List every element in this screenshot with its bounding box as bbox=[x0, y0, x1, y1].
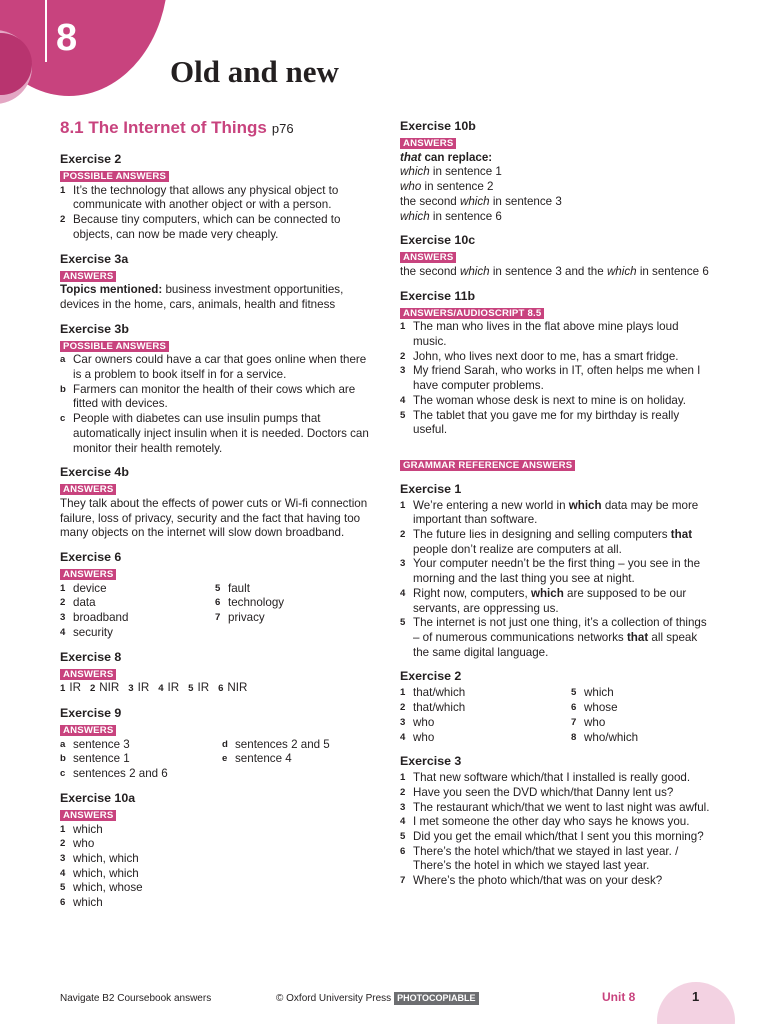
list-item bbox=[400, 731, 571, 746]
item-text: sentence 1 bbox=[73, 752, 130, 766]
answers-badge: ANSWERS bbox=[60, 669, 116, 680]
list-item bbox=[400, 499, 712, 528]
exercise-title: Exercise 1 bbox=[400, 481, 462, 496]
item-number: 2 bbox=[60, 214, 66, 226]
item-text: privacy bbox=[228, 611, 265, 625]
exercise-title: Exercise 3b bbox=[60, 321, 129, 336]
page-footer bbox=[60, 989, 728, 1006]
item-text: who/which bbox=[584, 730, 639, 744]
intro-rest: can replace: bbox=[421, 150, 493, 164]
item-number: 2 bbox=[400, 786, 406, 798]
page-reference: p76 bbox=[271, 121, 294, 136]
item-number: 4 bbox=[400, 816, 406, 828]
item-text: who bbox=[413, 715, 435, 729]
item-number: 7 bbox=[400, 875, 406, 887]
exercise-11b bbox=[400, 288, 712, 438]
item-number: 7 bbox=[571, 716, 577, 728]
item-number: 2 bbox=[400, 529, 406, 541]
list-item bbox=[215, 582, 370, 597]
item-letter: c bbox=[60, 768, 66, 780]
inline-answer bbox=[128, 681, 149, 697]
item-number: 6 bbox=[571, 702, 577, 714]
answer-list bbox=[60, 353, 370, 456]
list-item bbox=[571, 701, 712, 716]
text-part: Right now, computers, bbox=[413, 586, 531, 600]
inline-answer bbox=[60, 681, 81, 697]
item-number: 3 bbox=[400, 558, 406, 570]
item-number: 2 bbox=[400, 350, 406, 362]
item-text: That new software which/that I installed is really good. bbox=[413, 771, 691, 785]
item-number: 2 bbox=[60, 597, 66, 609]
item-text: broadband bbox=[73, 611, 129, 625]
item-text: data bbox=[73, 596, 96, 610]
left-column bbox=[60, 118, 370, 919]
answer-list bbox=[571, 686, 712, 745]
answers-badge: ANSWERS bbox=[60, 271, 116, 282]
item-text: Did you get the email which/that I sent you this morning? bbox=[413, 830, 704, 844]
list-item bbox=[60, 881, 370, 896]
page-title: Old and new bbox=[170, 54, 339, 89]
exercise-9 bbox=[60, 705, 370, 782]
exercise-title: Exercise 10b bbox=[400, 119, 476, 133]
text-part: Your computer needn’t be the first thing – you see in the morning and the last thing you see at night. bbox=[413, 557, 701, 586]
list-item bbox=[215, 596, 370, 611]
answer-columns bbox=[60, 738, 370, 782]
text-part: in sentence 3 and the bbox=[489, 264, 607, 278]
item-text: People with diabetes can use insulin pumps that automatically inject insulin when it is needed. Doctors can monitor their health remotely. bbox=[73, 412, 369, 455]
answer-intro bbox=[400, 151, 712, 166]
item-text bbox=[413, 587, 712, 616]
footer-copyright bbox=[276, 992, 479, 1005]
list-item bbox=[60, 213, 370, 242]
exercise-title: Exercise 11b bbox=[400, 288, 476, 303]
answers-badge: ANSWERS bbox=[60, 484, 116, 495]
item-letter: b bbox=[60, 753, 66, 765]
answer-line bbox=[400, 165, 712, 180]
section-title-text: 8.1 The Internet of Things bbox=[60, 118, 267, 137]
exercise-title: Exercise 10c bbox=[400, 233, 476, 248]
line-prefix: the second bbox=[400, 194, 460, 208]
answer-line bbox=[400, 180, 712, 195]
exercise-title: Exercise 6 bbox=[60, 550, 122, 565]
item-number: 2 bbox=[60, 838, 66, 850]
inline-answer bbox=[90, 681, 119, 697]
item-number: 1 bbox=[60, 823, 66, 835]
text-part: The internet is not just one thing, it’s a collection of things – of numerous communications networks bbox=[413, 616, 707, 644]
photocopiable-badge: PHOTOCOPIABLE bbox=[394, 992, 478, 1005]
item-number: 5 bbox=[571, 687, 577, 699]
item-text: Where’s the photo which/that was on your desk? bbox=[413, 874, 663, 888]
list-item bbox=[60, 752, 222, 767]
list-item bbox=[215, 611, 370, 626]
list-item bbox=[60, 767, 222, 782]
list-item bbox=[60, 353, 370, 382]
unit-number: 8 bbox=[56, 17, 78, 59]
list-item bbox=[60, 837, 370, 852]
item-text bbox=[413, 528, 712, 557]
item-number: 1 bbox=[400, 321, 406, 333]
line-suffix: in sentence 1 bbox=[429, 165, 502, 179]
list-item bbox=[400, 701, 571, 716]
item-letter: d bbox=[222, 738, 228, 750]
item-number: 3 bbox=[400, 365, 406, 377]
list-item bbox=[60, 852, 370, 867]
item-text bbox=[413, 499, 712, 528]
item-text: security bbox=[73, 625, 113, 639]
item-number: 4 bbox=[60, 626, 66, 638]
item-text: which, whose bbox=[73, 881, 143, 895]
item-text: that/which bbox=[413, 701, 466, 715]
list-item bbox=[400, 320, 712, 349]
inline-answer bbox=[218, 681, 247, 697]
answers-badge: ANSWERS bbox=[60, 810, 116, 821]
item-number: 1 bbox=[400, 499, 406, 511]
item-text: who bbox=[413, 730, 435, 744]
list-item bbox=[222, 738, 370, 753]
item-number: 2 bbox=[400, 702, 406, 714]
list-item bbox=[400, 350, 712, 365]
item-text: sentences 2 and 5 bbox=[235, 737, 330, 751]
answer-list bbox=[400, 499, 712, 661]
list-item bbox=[571, 716, 712, 731]
exercise-3a bbox=[60, 251, 370, 313]
item-text: technology bbox=[228, 596, 285, 610]
answer-row bbox=[60, 681, 370, 697]
answer-text bbox=[400, 265, 712, 280]
item-text: Farmers can monitor the health of their cows which are fitted with devices. bbox=[73, 382, 356, 411]
answer-line bbox=[400, 195, 712, 210]
exercise-title: Exercise 3 bbox=[400, 754, 462, 769]
list-item bbox=[400, 409, 712, 438]
item-number: 6 bbox=[60, 897, 66, 909]
line-emphasis: which bbox=[400, 165, 430, 179]
page-number: 1 bbox=[692, 989, 700, 1004]
text-part: The future lies in designing and selling computers bbox=[413, 528, 671, 542]
item-number: 4 bbox=[60, 867, 66, 879]
item-text: which, which bbox=[73, 866, 139, 880]
item-text: IR bbox=[137, 681, 150, 695]
text-part: people don’t realize are computers at all. bbox=[413, 542, 622, 556]
item-number: 3 bbox=[400, 716, 406, 728]
grammar-exercise-2 bbox=[400, 668, 712, 745]
item-text: which, which bbox=[73, 851, 139, 865]
item-text: IR bbox=[69, 681, 81, 695]
line-suffix: in sentence 6 bbox=[429, 209, 502, 223]
list-item bbox=[60, 412, 370, 456]
list-item bbox=[60, 383, 370, 412]
answers-badge: ANSWERS bbox=[400, 252, 456, 263]
item-number: 2 bbox=[89, 683, 96, 695]
exercise-title: Exercise 3a bbox=[60, 251, 129, 266]
inline-answer bbox=[188, 681, 209, 697]
item-text: It’s the technology that allows any physical object to communicate with another object or with a person. bbox=[73, 183, 339, 212]
answer-list bbox=[400, 686, 571, 745]
exercise-title: Exercise 9 bbox=[60, 705, 122, 720]
item-text: device bbox=[73, 581, 107, 595]
item-letter: b bbox=[60, 383, 66, 395]
text-emphasis: which bbox=[459, 264, 490, 278]
item-letter: c bbox=[60, 413, 66, 425]
list-item bbox=[400, 557, 712, 586]
exercise-2 bbox=[60, 151, 370, 243]
list-item bbox=[60, 823, 370, 838]
right-column bbox=[400, 118, 712, 897]
item-text bbox=[413, 557, 712, 586]
list-item bbox=[60, 184, 370, 213]
grammar-exercise-3 bbox=[400, 753, 712, 889]
item-text: Car owners could have a car that goes online when there is a problem to book itself in for a service. bbox=[73, 353, 367, 382]
exercise-title: Exercise 2 bbox=[400, 669, 462, 684]
item-text: The restaurant which/that we went to last night was awful. bbox=[413, 800, 710, 814]
item-text: The tablet that you gave me for my birthday is really useful. bbox=[413, 408, 680, 437]
exercise-10c bbox=[400, 232, 712, 279]
answer-line bbox=[400, 210, 712, 225]
list-item bbox=[400, 815, 712, 830]
list-item bbox=[400, 616, 712, 660]
item-text: that/which bbox=[413, 686, 466, 700]
exercise-title: Exercise 10a bbox=[60, 790, 136, 805]
list-item bbox=[400, 587, 712, 616]
bold-answer: which bbox=[568, 498, 602, 512]
item-number: 3 bbox=[60, 852, 66, 864]
list-item bbox=[400, 394, 712, 409]
text-part: in sentence 6 bbox=[636, 264, 709, 278]
answer-list bbox=[215, 582, 370, 641]
item-number: 5 bbox=[188, 683, 194, 695]
bold-answer: that bbox=[670, 528, 693, 542]
answer-list bbox=[60, 582, 215, 641]
grammar-reference-badge: GRAMMAR REFERENCE ANSWERS bbox=[400, 460, 575, 471]
list-item bbox=[222, 752, 370, 767]
item-text bbox=[413, 616, 712, 660]
item-number: 6 bbox=[215, 597, 221, 609]
text-part: We’re entering a new world in bbox=[413, 498, 569, 512]
item-text: which bbox=[73, 822, 103, 836]
answers-badge: ANSWERS bbox=[400, 138, 456, 149]
line-suffix: in sentence 2 bbox=[421, 180, 494, 194]
item-number: 5 bbox=[400, 831, 406, 843]
item-text: sentence 3 bbox=[73, 737, 130, 751]
item-number: 5 bbox=[60, 882, 66, 894]
list-item bbox=[60, 611, 215, 626]
list-item bbox=[571, 686, 712, 701]
answers-badge: POSSIBLE ANSWERS bbox=[60, 171, 169, 182]
item-number: 1 bbox=[60, 683, 66, 695]
item-text: I met someone the other day who says he knows you. bbox=[413, 815, 690, 829]
answers-badge: ANSWERS bbox=[60, 569, 116, 580]
exercise-6 bbox=[60, 549, 370, 641]
item-letter: a bbox=[60, 354, 66, 366]
line-emphasis: which bbox=[459, 194, 490, 208]
grammar-reference-header bbox=[400, 458, 712, 473]
answer-label: Topics mentioned: bbox=[60, 283, 163, 297]
bold-answer: which bbox=[530, 586, 564, 600]
item-text: who bbox=[73, 837, 95, 851]
text-part: all speak the same digital language. bbox=[413, 630, 698, 659]
inline-answer bbox=[158, 681, 179, 697]
item-number: 5 bbox=[215, 582, 221, 594]
list-item bbox=[400, 830, 712, 845]
item-text: who bbox=[584, 715, 606, 729]
item-text: fault bbox=[228, 581, 250, 595]
unit-divider bbox=[45, 0, 47, 62]
text-part: are supposed to be our servants, are oppressing us. bbox=[413, 586, 687, 615]
list-item bbox=[60, 738, 222, 753]
line-emphasis: which bbox=[400, 209, 430, 223]
answers-badge: POSSIBLE ANSWERS bbox=[60, 341, 169, 352]
grammar-exercise-1 bbox=[400, 481, 712, 661]
exercise-10a bbox=[60, 790, 370, 911]
exercise-title: Exercise 8 bbox=[60, 649, 122, 664]
line-emphasis: who bbox=[400, 180, 422, 194]
answer-list bbox=[60, 738, 222, 782]
line-suffix: in sentence 3 bbox=[489, 194, 562, 208]
exercise-3b bbox=[60, 321, 370, 457]
exercise-4b bbox=[60, 464, 370, 541]
item-letter: a bbox=[60, 738, 66, 750]
item-text: Because tiny computers, which can be connected to objects, can now be made very cheaply. bbox=[73, 213, 341, 241]
list-item bbox=[60, 896, 370, 911]
list-item bbox=[400, 771, 712, 786]
item-text: NIR bbox=[227, 681, 248, 695]
answer-list bbox=[222, 738, 370, 782]
item-number: 1 bbox=[60, 184, 66, 196]
exercise-title: Exercise 4b bbox=[60, 465, 129, 480]
item-number: 5 bbox=[400, 617, 406, 629]
exercise-8 bbox=[60, 649, 370, 697]
list-item bbox=[571, 731, 712, 746]
exercise-10b bbox=[400, 118, 712, 224]
item-number: 3 bbox=[400, 801, 406, 813]
answer-columns bbox=[60, 582, 370, 641]
text-emphasis: which bbox=[606, 264, 637, 278]
footer-unit-label: Unit 8 bbox=[602, 990, 636, 1004]
item-text: sentence 4 bbox=[235, 752, 292, 766]
answer-columns bbox=[400, 686, 712, 745]
item-number: 1 bbox=[400, 772, 406, 784]
item-text: IR bbox=[167, 681, 180, 695]
item-text: My friend Sarah, who works in IT, often helps me when I have computer problems. bbox=[413, 364, 701, 393]
answer-list bbox=[400, 320, 712, 438]
list-item bbox=[60, 867, 370, 882]
exercise-title: Exercise 2 bbox=[60, 152, 122, 166]
item-number: 3 bbox=[128, 683, 134, 695]
item-text: The woman whose desk is next to mine is on holiday. bbox=[413, 393, 687, 407]
footer-book-title: Navigate B2 Coursebook answers bbox=[60, 993, 212, 1004]
list-item bbox=[60, 582, 215, 597]
emphasis-word: that bbox=[400, 150, 422, 164]
item-number: 4 bbox=[400, 394, 406, 406]
item-number: 3 bbox=[60, 612, 66, 624]
list-item bbox=[400, 686, 571, 701]
list-item bbox=[400, 801, 712, 816]
item-number: 8 bbox=[571, 731, 577, 743]
list-item bbox=[400, 716, 571, 731]
item-text: NIR bbox=[99, 681, 120, 695]
item-letter: e bbox=[222, 753, 228, 765]
item-text: IR bbox=[197, 681, 210, 695]
list-item bbox=[400, 786, 712, 801]
text-part: the second bbox=[400, 264, 460, 278]
answer-text bbox=[60, 283, 370, 312]
item-number: 1 bbox=[60, 582, 66, 594]
item-number: 1 bbox=[400, 687, 406, 699]
list-item bbox=[400, 528, 712, 557]
item-text: There’s the hotel which/that we stayed in last year. / There’s the hotel in which we stayed last year. bbox=[413, 844, 679, 873]
answer-body: business investment opportunities, devices in the home, cars, animals, health and fitness bbox=[60, 283, 344, 311]
item-number: 4 bbox=[400, 587, 406, 599]
answer-list bbox=[60, 823, 370, 911]
list-item bbox=[60, 626, 215, 641]
item-text: John, who lives next door to me, has a smart fridge. bbox=[413, 349, 679, 363]
bold-answer: that bbox=[626, 630, 649, 644]
answer-list bbox=[400, 771, 712, 889]
copyright-text: © Oxford University Press bbox=[276, 993, 392, 1004]
list-item bbox=[400, 874, 712, 889]
item-number: 4 bbox=[400, 731, 406, 743]
section-title bbox=[60, 118, 370, 139]
list-item bbox=[60, 596, 215, 611]
item-text: whose bbox=[584, 701, 618, 715]
list-item bbox=[400, 845, 712, 874]
answer-text: They talk about the effects of power cuts or Wi-fi connection failure, loss of privacy, security and the fact that having too many objects on the internet will slow down broadband. bbox=[60, 496, 368, 540]
item-text: which bbox=[73, 896, 103, 910]
answers-badge: ANSWERS/AUDIOSCRIPT 8.5 bbox=[400, 308, 544, 319]
text-part: data may be more important than software. bbox=[413, 498, 699, 527]
item-text: Have you seen the DVD which/that Danny lent us? bbox=[413, 785, 674, 799]
answer-list bbox=[60, 184, 370, 243]
item-number: 5 bbox=[400, 409, 406, 421]
item-number: 7 bbox=[215, 612, 221, 624]
item-number: 4 bbox=[158, 683, 164, 695]
item-number: 6 bbox=[218, 683, 224, 695]
list-item bbox=[400, 364, 712, 393]
answers-badge: ANSWERS bbox=[60, 725, 116, 736]
item-text: which bbox=[584, 686, 614, 700]
item-text: sentences 2 and 6 bbox=[73, 767, 168, 781]
item-text: The man who lives in the flat above mine plays loud music. bbox=[413, 320, 679, 349]
item-number: 6 bbox=[400, 845, 406, 857]
